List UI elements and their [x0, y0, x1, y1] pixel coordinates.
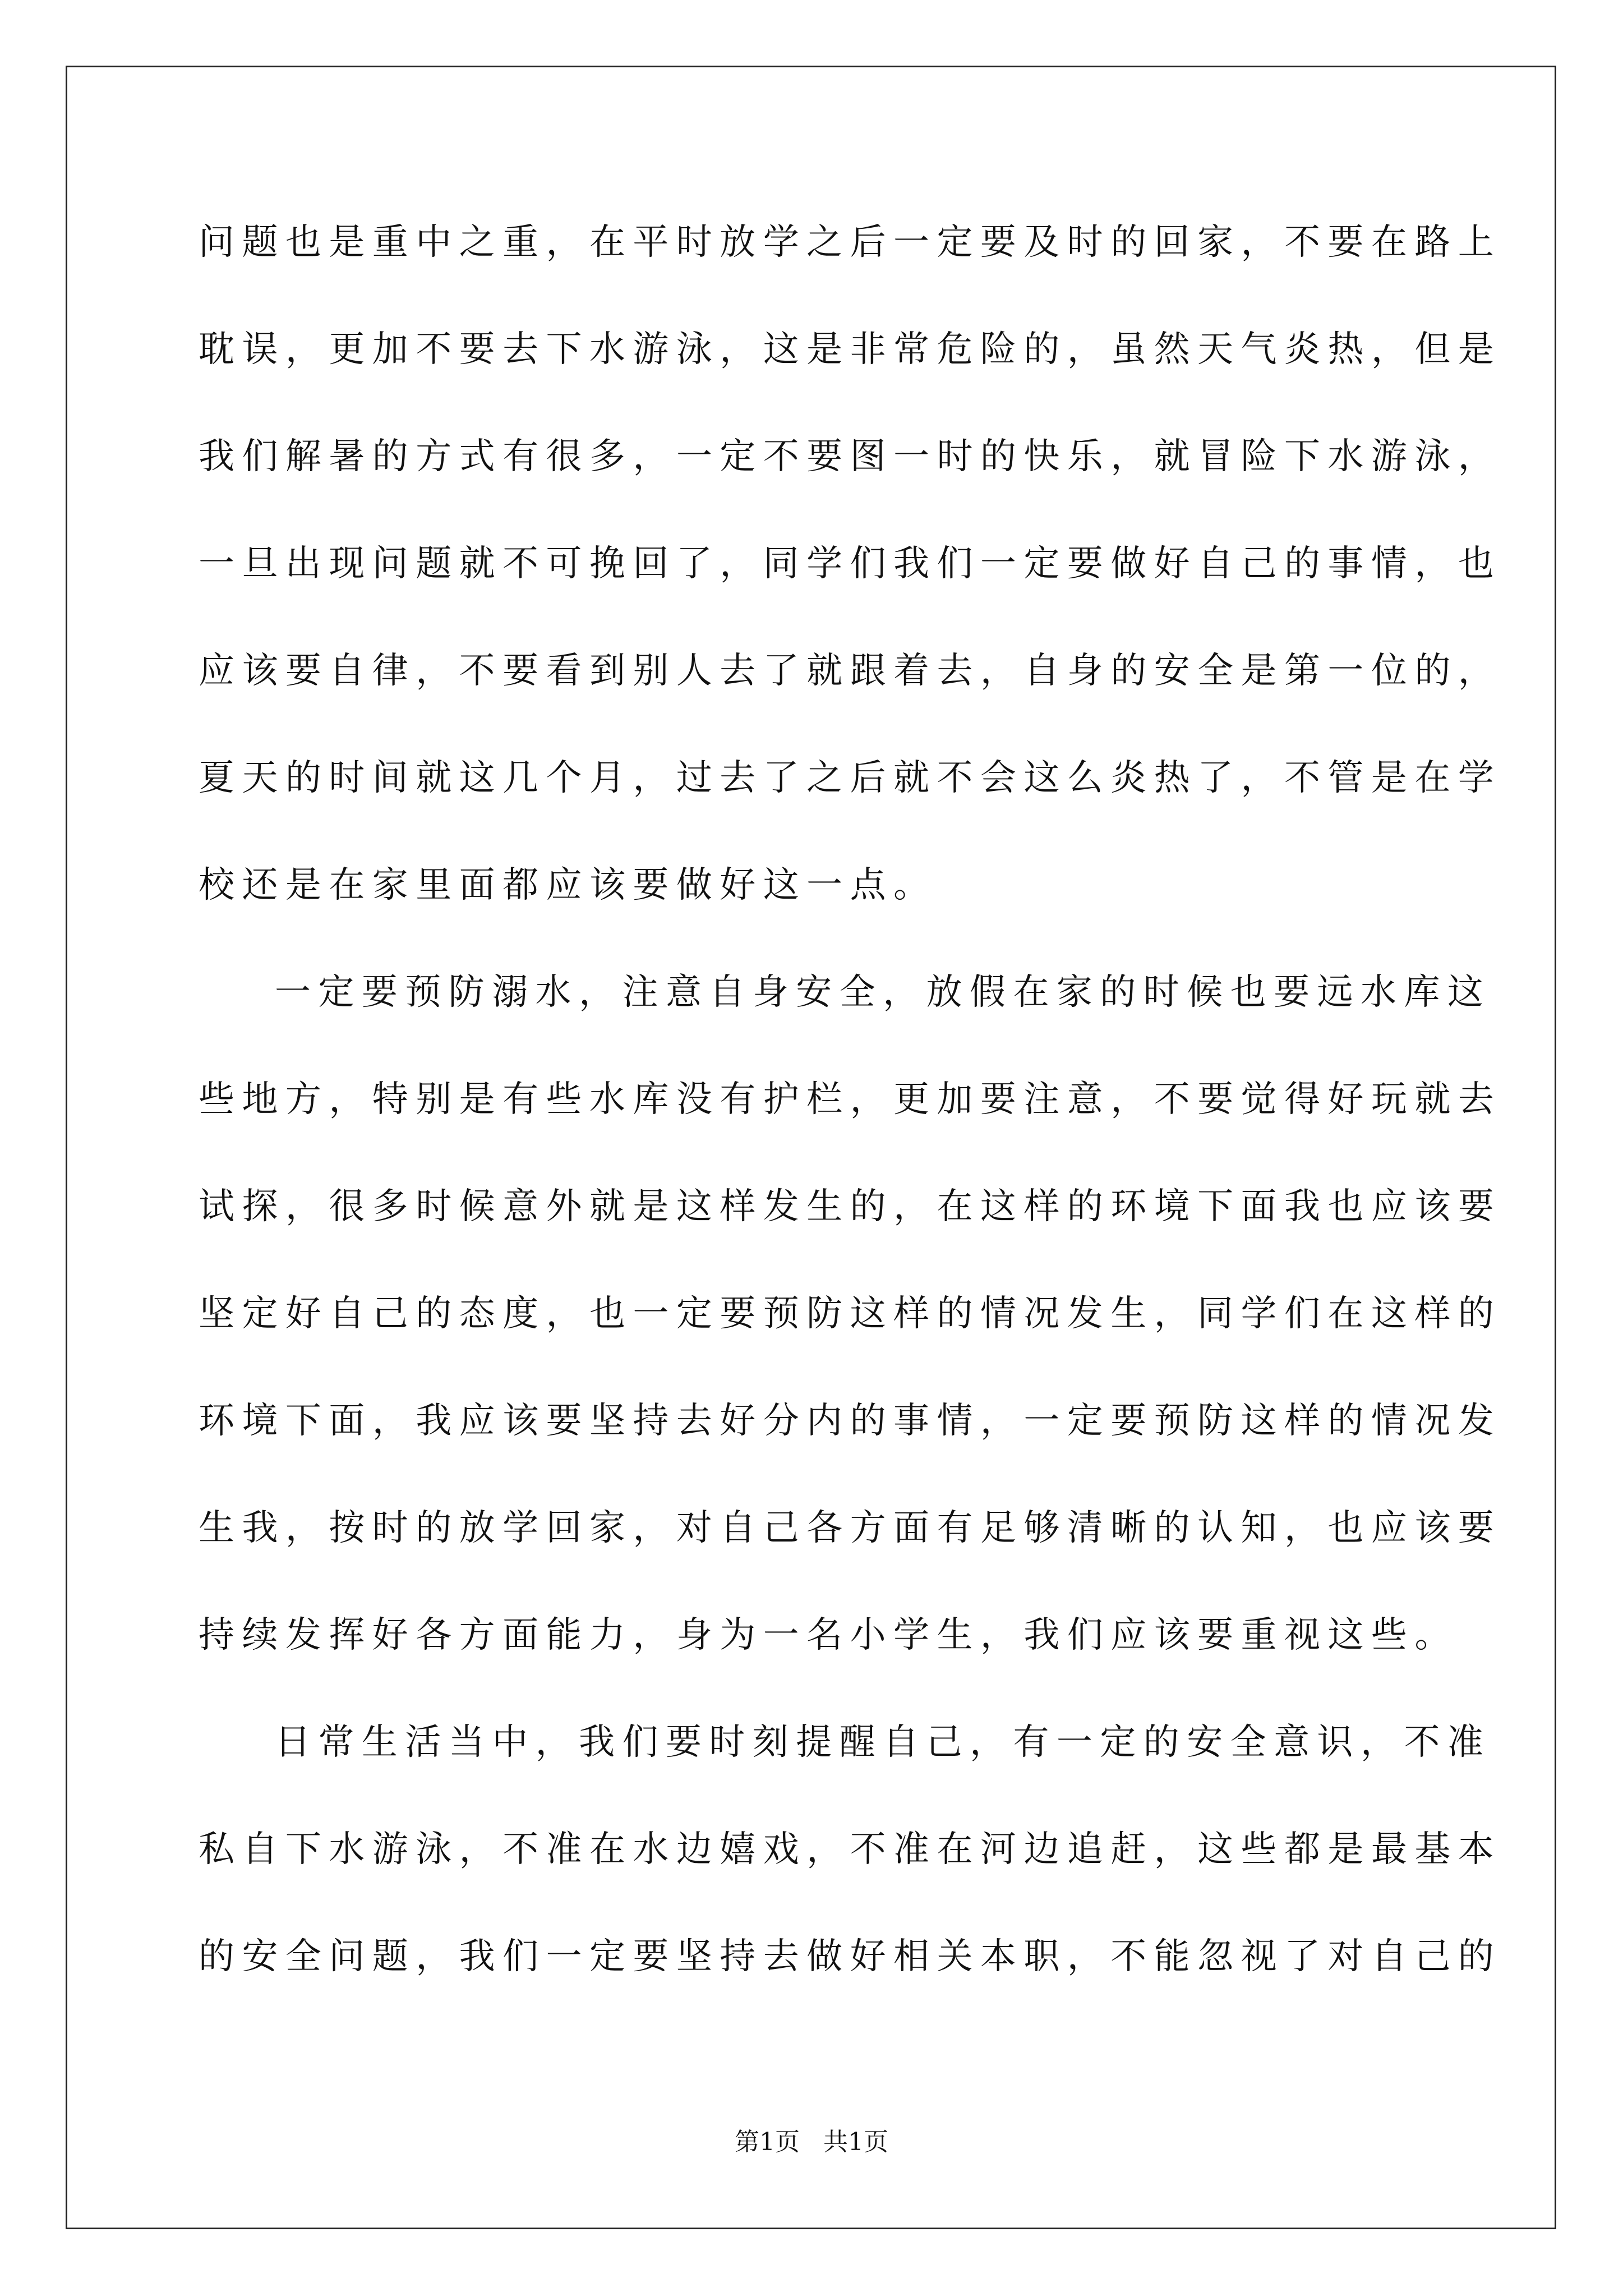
- text-line: 坚定好自己的态度，也一定要预防这样的情况发生，同学们在这样的: [199, 1293, 1502, 1335]
- text-line: 我们解暑的方式有很多，一定不要图一时的快乐，就冒险下水游泳，: [199, 436, 1502, 477]
- text-line: 问题也是重中之重，在平时放学之后一定要及时的回家，不要在路上: [199, 222, 1502, 263]
- paragraph-first-line: 一定要预防溺水，注意自身安全，放假在家的时候也要远水库这: [275, 972, 1491, 1013]
- text-line: 私自下水游泳，不准在水边嬉戏，不准在河边追赶，这些都是最基本: [199, 1829, 1502, 1870]
- paragraph-first-line: 日常生活当中，我们要时刻提醒自己，有一定的安全意识，不准: [275, 1722, 1491, 1763]
- text-line: 一旦出现问题就不可挽回了，同学们我们一定要做好自己的事情，也: [199, 543, 1502, 585]
- text-line: 持续发挥好各方面能力，身为一名小学生，我们应该要重视这些。: [199, 1614, 1458, 1656]
- document-body: [199, 222, 1502, 2046]
- text-line: 耽误，更加不要去下水游泳，这是非常危险的，虽然天气炎热，但是: [199, 329, 1502, 370]
- text-line: 应该要自律，不要看到别人去了就跟着去，自身的安全是第一位的，: [199, 650, 1502, 692]
- text-line: 的安全问题，我们一定要坚持去做好相关本职，不能忽视了对自己的: [199, 1936, 1502, 1977]
- text-line: 环境下面，我应该要坚持去好分内的事情，一定要预防这样的情况发: [199, 1400, 1502, 1442]
- text-line: 些地方，特别是有些水库没有护栏，更加要注意，不要觉得好玩就去: [199, 1079, 1502, 1120]
- text-line: 校还是在家里面都应该要做好这一点。: [199, 864, 937, 906]
- text-line: 生我，按时的放学回家，对自己各方面有足够清晰的认知，也应该要: [199, 1507, 1502, 1549]
- text-line: 试探，很多时候意外就是这样发生的，在这样的环境下面我也应该要: [199, 1186, 1502, 1227]
- text-line: 夏天的时间就这几个月，过去了之后就不会这么炎热了，不管是在学: [199, 757, 1502, 799]
- page-number-footer: 第1页 共1页: [735, 2128, 888, 2156]
